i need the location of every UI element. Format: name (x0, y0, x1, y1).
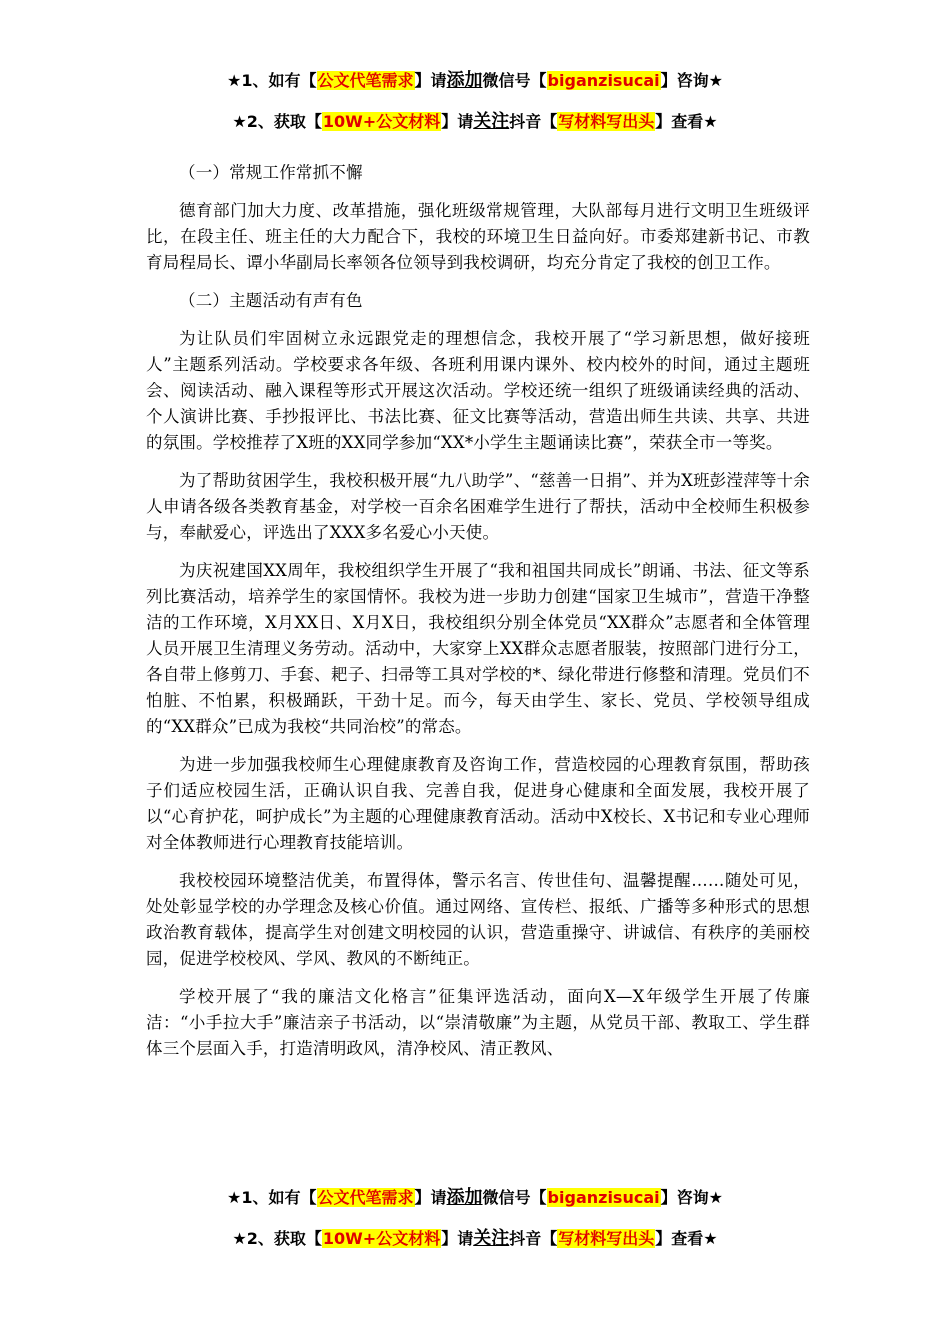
banner-text: 】请 (441, 112, 474, 131)
highlight-text: 公文代笔需求 (317, 1188, 414, 1207)
top-banner-2 (0, 111, 950, 133)
highlight-text: 公文代笔需求 (317, 71, 414, 90)
banner-text: 微信号【 (482, 71, 547, 90)
highlight-text: 10W+公文材料 (322, 1229, 441, 1248)
wechat-id: biganzisucai (547, 1188, 660, 1207)
banner-text: ★1、如有【 (227, 71, 317, 90)
highlight-text: 10W+公文材料 (322, 112, 441, 131)
paragraph: 学校开展了“我的廉洁文化格言”征集评选活动，面向X—X年级学生开展了传廉洁：“小手拉大手”廉洁亲子书活动，以“崇清敬廉”为主题，从党员干部、教取工、学生群体三个层面入手，打造清明政风，清净校风、清正教风、 (146, 987, 810, 1058)
banner-text: ★2、获取【 (232, 112, 322, 131)
banner-text: 】请 (414, 1188, 447, 1207)
banner-text: 】咨询★ (660, 71, 723, 90)
banner-text: 微信号【 (482, 1188, 547, 1207)
paragraph: 为了帮助贫困学生，我校积极开展“九八助学”、“慈善一日捐”、并为X班彭滢萍等十余人申请各级各类教育基金，对学校一百余名困难学生进行了帮扶，活动中全校师生积极参与，奉献爱心，评选出了XXX多名爱心小天使。 (146, 471, 810, 542)
bottom-banner-2 (0, 1228, 950, 1250)
banner-text: ★1、如有【 (227, 1188, 317, 1207)
underlined-text: 添加 (446, 70, 483, 91)
paragraph: 为进一步加强我校师生心理健康教育及咨询工作，营造校园的心理教育氛围，帮助孩子们适应校园生活，正确认识自我、完善自我，促进身心健康和全面发展，我校开展了以“心育护花，呵护成长”为主题的心理健康教育活动。活动中X校长、X书记和专业心理师对全体教师进行心理教育技能培训。 (146, 755, 810, 852)
bottom-banner-1 (0, 1187, 950, 1209)
underlined-text: 关注 (473, 111, 510, 132)
banner-text: 抖音【 (509, 112, 558, 131)
wechat-id: biganzisucai (547, 71, 660, 90)
banner-text: 】咨询★ (660, 1188, 723, 1207)
top-banner-1 (0, 70, 950, 92)
paragraph: 我校校园环境整洁优美，布置得体，警示名言、传世佳句、温馨提醒……随处可见，处处彰显学校的办学理念及核心价值。通过网络、宣传栏、报纸、广播等多种形式的思想政治教育载体，提高学生对创建文明校园的认识，营造重操守、讲诚信、有秩序的美丽校园，促进学校校风、学风、教风的不断纯正。 (146, 871, 810, 968)
paragraph: 为庆祝建国XX周年，我校组织学生开展了“我和祖国共同成长”朗诵、书法、征文等系列比赛活动，培养学生的家国情怀。我校为进一步助力创建“国家卫生城市”，营造干净整洁的工作环境，X月XX日、X月X日，我校组织分别全体党员“XX群众”志愿者和全体管理人员开展卫生清理义务劳动。活动中，大家穿上XX群众志愿者服装，按照部门进行分工，各自带上修剪刀、手套、耙子、扫帚等工具对学校的*、绿化带进行修整和清理。党员们不怕脏、不怕累，积极踊跃，干劲十足。而今，每天由学生、家长、党员、学校领导组成的“XX群众”已成为我校“共同治校”的常态。 (146, 561, 810, 736)
section-heading: （一）常规工作常抓不懈 (179, 163, 363, 182)
douyin-id: 写材料写出头 (558, 112, 655, 131)
banner-text: 】查看★ (655, 112, 718, 131)
document-body (146, 160, 810, 1074)
underlined-text: 关注 (473, 1228, 510, 1249)
banner-text: 】查看★ (655, 1229, 718, 1248)
section-heading: （二）主题活动有声有色 (179, 291, 363, 310)
banner-text: ★2、获取【 (232, 1229, 322, 1248)
banner-text: 】请 (414, 71, 447, 90)
underlined-text: 添加 (446, 1187, 483, 1208)
paragraph: 为让队员们牢固树立永远跟党走的理想信念，我校开展了“学习新思想，做好接班人”主题系列活动。学校要求各年级、各班利用课内课外、校内校外的时间，通过主题班会、阅读活动、融入课程等形式开展这次活动。学校还统一组织了班级诵读经典的活动、个人演讲比赛、手抄报评比、书法比赛、征文比赛等活动，营造出师生共读、共享、共进的氛围。学校推荐了X班的XX同学参加“XX*小学生主题诵读比赛”，荣获全市一等奖。 (146, 329, 810, 452)
paragraph: 德育部门加大力度、改革措施，强化班级常规管理，大队部每月进行文明卫生班级评比，在段主任、班主任的大力配合下，我校的环境卫生日益向好。市委郑建新书记、市教育局程局长、谭小华副局长率领各位领导到我校调研，均充分肯定了我校的创卫工作。 (146, 201, 810, 272)
douyin-id: 写材料写出头 (558, 1229, 655, 1248)
banner-text: 】请 (441, 1229, 474, 1248)
banner-text: 抖音【 (509, 1229, 558, 1248)
